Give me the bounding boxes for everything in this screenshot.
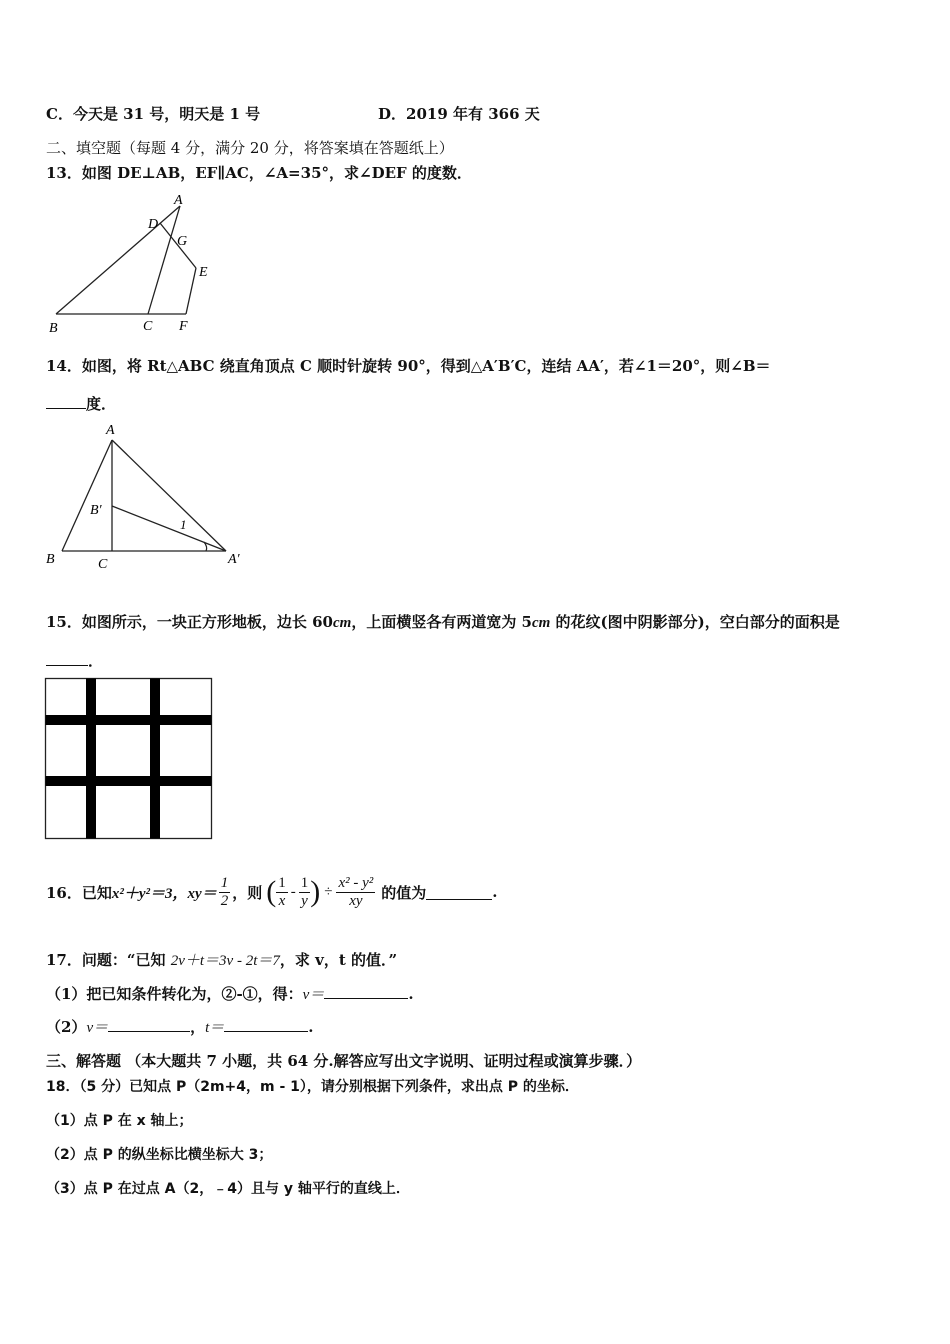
q15-figure: [44, 677, 214, 841]
q16-paren-close: ): [310, 875, 321, 908]
q17-sub2-sep: ，: [190, 1018, 206, 1036]
q14-text: 14．如图，将 Rt△ABC 绕直角顶点 C 顺时针旋转 90°，得到△A′B′C，连结 AA′，若∠1＝20°，则∠B＝: [46, 357, 771, 375]
q14-label-b: B: [46, 552, 55, 567]
q16-cond1: x²＋y²＝3，: [111, 885, 188, 902]
q16-frac-1x-num: 1: [278, 874, 286, 891]
q13-label-b: B: [49, 321, 58, 336]
q15-answer-line: [46, 650, 103, 671]
q16-half-den: 2: [220, 892, 229, 909]
q16-frac-1x-den: x: [278, 892, 286, 909]
section2-heading: 二、填空题（每题 4 分，满分 20 分，将答案填在答题纸上）: [46, 139, 454, 157]
q15-stripe-h2: [46, 776, 212, 786]
q16-suffix: 的值为: [381, 883, 427, 902]
q17-text-post: ，求 v，t 的值．”: [279, 951, 398, 969]
q17-text-pre: 17．问题：“已知: [46, 951, 171, 969]
q15-text-mid: ，上面横竖各有两道宽为 5: [351, 613, 532, 631]
q18-sub1: （1）点 P 在 x 轴上；: [46, 1113, 193, 1129]
q16-tail: .: [492, 883, 498, 901]
option-c: C．今天是 31 号，明天是 1 号: [46, 105, 261, 123]
q16-frac-1y-den: y: [301, 892, 308, 909]
q16-divide: ÷: [324, 883, 333, 900]
q15-blank[interactable]: [46, 651, 88, 666]
q17-sub1-blank[interactable]: [324, 984, 408, 999]
q14-line-ab: [62, 440, 112, 551]
option-d: D．2019 年有 366 天: [378, 105, 540, 123]
q17-sub2: [46, 1016, 314, 1037]
q14-answer-line: [46, 393, 116, 414]
q16-half: [219, 875, 231, 910]
q16-prefix: 16．已知: [46, 883, 112, 902]
q17-sub2-period: .: [308, 1018, 314, 1036]
q16-frac-big-den: xy: [349, 892, 363, 909]
q17-sub1-var: v＝: [302, 987, 325, 1003]
q14-label-a1: A′: [228, 552, 240, 567]
q16-paren-open: (: [266, 875, 277, 908]
q15-text-post: 的花纹(图中阴影部分)，空白部分的面积是: [550, 613, 840, 631]
q14-tail: 度．: [86, 395, 117, 413]
q16-frac-1x: [276, 875, 288, 910]
q14-label-b1: B′: [90, 503, 102, 518]
q13-figure: [40, 190, 230, 340]
q15-unit1: cm: [332, 615, 352, 631]
q16-half-num: 1: [220, 874, 229, 891]
q14-blank[interactable]: [46, 394, 86, 409]
q14-label-a: A: [106, 423, 115, 438]
q15-unit2: cm: [531, 615, 551, 631]
q16-frac-1y-num: 1: [300, 874, 309, 891]
q17-sub1: [46, 983, 414, 1004]
q16-frac-big: [336, 875, 375, 910]
q15-stripe-v2: [150, 679, 160, 839]
q18-sub3: （3）点 P 在过点 A（2，﹣4）且与 y 轴平行的直线上．: [46, 1181, 410, 1197]
q17-sub2-blank-t[interactable]: [224, 1017, 308, 1032]
q16-text: [46, 866, 498, 918]
q17-sub2-t: t＝: [205, 1020, 225, 1036]
q15-text-pre: 15．如图所示，一块正方形地板，边长 60: [46, 613, 333, 631]
q16-then: ，则: [232, 883, 263, 902]
q18-text: 18．（5 分）已知点 P（2m+4，m - 1），请分别根据下列条件，求出点 P 的坐标．: [46, 1079, 579, 1095]
q13-label-d: D: [148, 217, 159, 232]
q15-stripe-h1: [46, 715, 212, 725]
q13-line-ef: [186, 268, 196, 314]
q14-line-b1a1: [112, 506, 226, 551]
q17-sub2-v: v＝: [86, 1020, 109, 1036]
q17-sub1-period: .: [408, 985, 414, 1003]
q17-sub1-pre: （1）把已知条件转化为，②-①，得：: [46, 985, 303, 1003]
q13-line-ba: [56, 206, 180, 314]
q13-label-f: F: [179, 319, 188, 334]
q13-label-c: C: [143, 319, 153, 334]
section3-heading: 三、解答题 （本大题共 7 小题，共 64 分.解答应写出文字说明、证明过程或演算步骤．）: [46, 1052, 642, 1070]
q13-label-a: A: [174, 193, 183, 208]
q16-frac-1y: [299, 875, 311, 910]
q16-cond2: xy＝: [187, 885, 217, 902]
q13-text: 13．如图 DE⊥AB，EF∥AC，∠A=35°，求∠DEF 的度数．: [46, 164, 472, 182]
q16-frac-big-num: x² - y²: [338, 874, 374, 891]
q17-sub2-label: （2）: [46, 1018, 87, 1036]
q17-sub2-blank-v[interactable]: [108, 1017, 190, 1032]
q15-text: [46, 611, 840, 632]
q17-text: [46, 949, 397, 970]
q18-sub2: （2）点 P 的纵坐标比横坐标大 3；: [46, 1147, 273, 1163]
q14-label-1: 1: [180, 517, 187, 532]
q15-stripe-v1: [86, 679, 96, 839]
q13-label-e: E: [199, 265, 208, 280]
q16-minus: -: [290, 883, 296, 900]
q17-equation: 2v＋t＝3v - 2t＝7: [170, 953, 280, 969]
q14-figure: [40, 418, 260, 578]
q15-tail: ．: [88, 652, 104, 670]
q14-label-c: C: [98, 557, 108, 572]
q13-label-g: G: [177, 234, 188, 249]
q15-floor: [46, 679, 212, 839]
q14-line-aa1: [112, 440, 226, 551]
q16-blank[interactable]: [426, 885, 492, 900]
